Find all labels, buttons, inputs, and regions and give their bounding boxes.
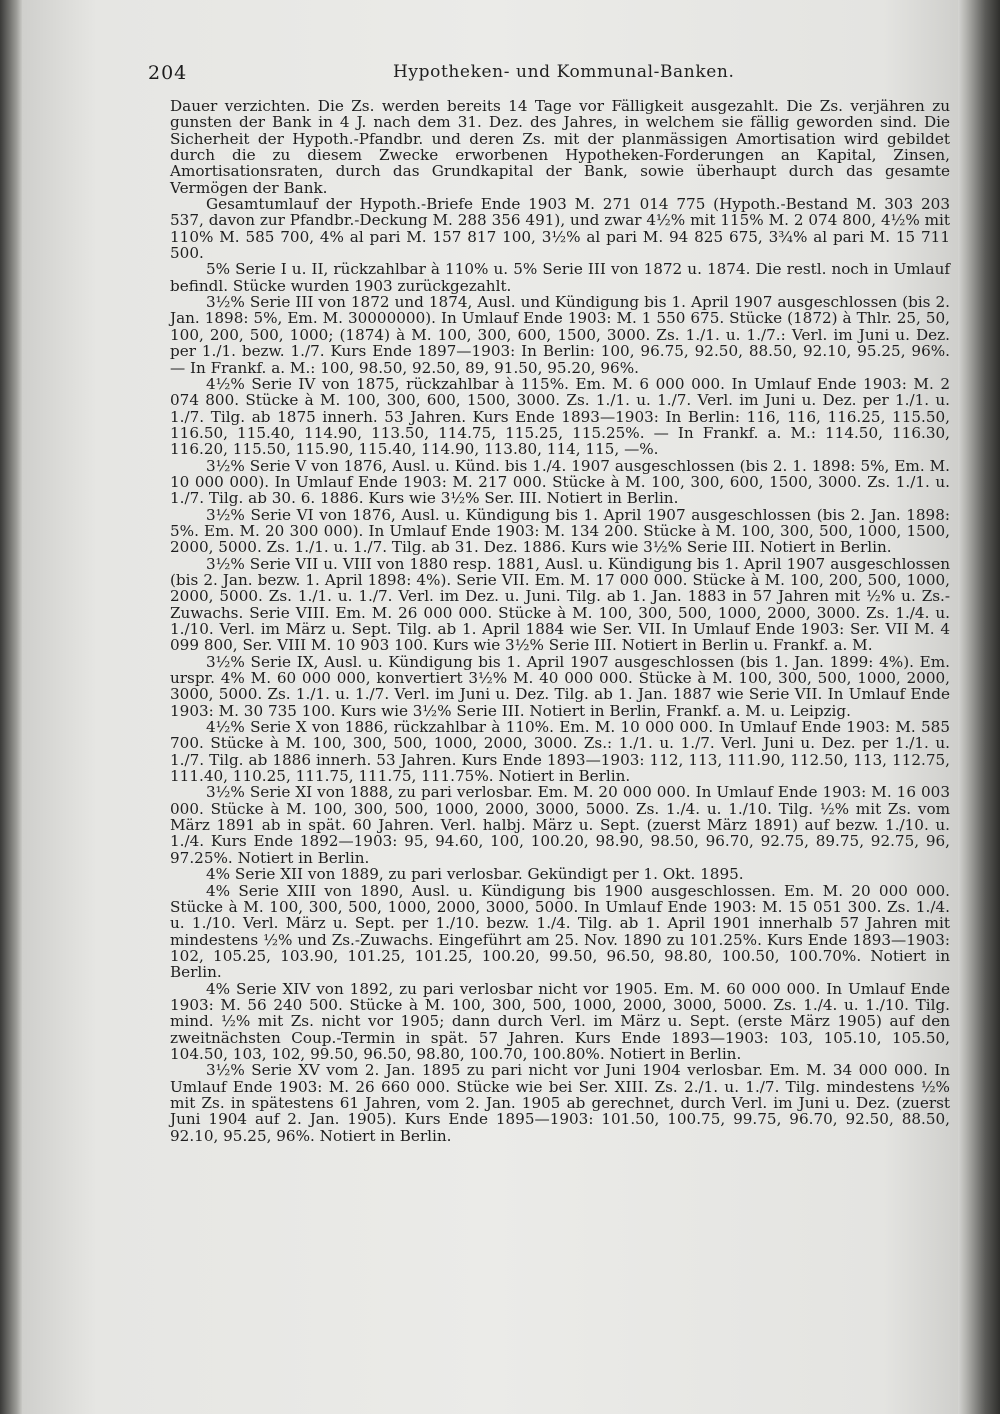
paragraph-12: 4% Serie XIII von 1890, Ausl. u. Kündigung bis 1900 ausgeschlossen. Em. M. 20 000 000. Stücke à M. 100, 300, 500, 1000, 2000, 3000, 5000. In Umlauf Ende 1903: M. 15 051 300. Zs. 1./4. u. 1./10. Verl. März u. Sept. per 1./10. bezw. 1./4. Tilg. ab 1. April 1901 innerhalb 57 Jahren mit mindestens ½% und Zs.-Zuwachs. Eingeführt am 25. Nov. 1890 zu 101.25%. Kurs Ende 1893—1903: 102, 105.25, 103.90, 101.25, 101.25, 100.20, 99.50, 96.50, 98.80, 100.50, 100.70%. Notiert in Berlin. — [170, 881, 950, 982]
paragraph-4: 4½% Serie IV von 1875, rückzahlbar à 115%. Em. M. 6 000 000. In Umlauf Ende 1903: M. 2 074 800. Stücke à M. 100, 300, 600, 1500, 3000. Zs. 1./1. u. 1./7. Verl. im Juni u. Dez. per 1./1. u. 1./7. Tilg. ab 1875 innerh. 53 Jahren. Kurs Ende 1893—1903: In Berlin: 116, 116, 116.25, 115.50, 116.50, 115.40, 114.90, 113.50, 114.75, 115.25, 115.25%. — In Frankf. a. M.: 114.50, 116.30, 116.20, 115.50, 115.90, 115.40, 114.90, 113.80, 114, 115, —%. — [170, 374, 950, 459]
paragraph-5: 3½% Serie V von 1876, Ausl. u. Künd. bis 1./4. 1907 ausgeschlossen (bis 2. 1. 1898: 5%, Em. M. 10 000 000). In Umlauf Ende 1903: M. 217 000. Stücke à M. 100, 300, 600, 1500, 3000. Zs. 1./1. u. 1./7. Tilg. ab 30. 6. 1886. Kurs wie 3½% Ser. III. Notiert in Berlin. — [170, 456, 950, 508]
paragraph-13: 4% Serie XIV von 1892, zu pari verlosbar nicht vor 1905. Em. M. 60 000 000. In Umlauf Ende 1903: M. 56 240 500. Stücke à M. 100, 300, 500, 1000, 2000, 3000, 5000. Zs. 1./4. u. 1./10. Tilg. mind. ½% mit Zs. nicht vor 1905; dann durch Verl. im März u. Sept. (erste März 1905) auf den zweitnächsten Coup.-Termin in spät. 57 Jahren. Kurs Ende 1893—1903: 103, 105.10, 105.50, 104.50, 103, 102, 99.50, 96.50, 98.80, 100.70, 100.80%. Notiert in Berlin. — [170, 979, 950, 1063]
paragraph-3: 3½% Serie III von 1872 und 1874, Ausl. und Kündigung bis 1. April 1907 ausgeschlossen (bis 2. Jan. 1898: 5%, Em. M. 30000000). In Umlauf Ende 1903: M. 1 550 675. Stücke (1872) à Thlr. 25, 50, 100, 200, 500, 1000; (1874) à M. 100, 300, 600, 1500, 3000. Zs. 1./1. u. 1./7.: Verl. im Juni u. Dez. per 1./1. bezw. 1./7. Kurs Ende 1897—1903: In Berlin: 100, 96.75, 92.50, 88.50, 92.10, 95.25, 96%. — In Frankf. a. M.: 100, 98.50, 92.50, 89, 91.50, 95.20, 96%. — [170, 293, 950, 377]
page-header — [148, 62, 932, 90]
paragraph-8: 3½% Serie IX, Ausl. u. Kündigung bis 1. April 1907 ausgeschlossen (bis 1. Jan. 1899: 4%). Em. urspr. 4% M. 60 000 000, konvertiert 3½% M. 40 000 000. Stücke à M. 100, 300, 500, 1000, 2000, 3000, 5000. Zs. 1./1. u. 1./7. Verl. im Juni u. Dez. Tilg. ab 1. Jan. 1887 wie Serie VII. In Umlauf Ende 1903: M. 30 735 100. Kurs wie 3½% Serie III. Notiert in Berlin, Frankf. a. M. u. Leipzig. — [170, 652, 950, 720]
paragraph-14: 3½% Serie XV vom 2. Jan. 1895 zu pari nicht vor Juni 1904 verlosbar. Em. M. 34 000 000. In Umlauf Ende 1903: M. 26 660 000. Stücke wie bei Ser. XIII. Zs. 2./1. u. 1./7. Tilg. mindestens ½% mit Zs. in spätestens 61 Jahren, vom 2. Jan. 1905 ab gerechnet, durch Verl. im Juni u. Dez. (zuerst Juni 1904 auf 2. Jan. 1905). Kurs Ende 1895—1903: 101.50, 100.75, 99.75, 96.70, 92.50, 88.50, 92.10, 95.25, 96%. Notiert in Berlin. — [170, 1061, 950, 1145]
running-head: Hypotheken- und Kommunal-Banken. — [393, 62, 735, 82]
paragraph-10: 3½% Serie XI von 1888, zu pari verlosbar. Em. M. 20 000 000. In Umlauf Ende 1903: M. 16 003 000. Stücke à M. 100, 300, 500, 1000, 2000, 3000, 5000. Zs. 1./4. u. 1./10. Tilg. ½% mit Zs. vom März 1891 ab in spät. 60 Jahren. Verl. halbj. März u. Sept. (zuerst März 1891) auf bezw. 1./10. u. 1./4. Kurs Ende 1892—1903: 95, 94.60, 100, 100.20, 98.90, 98.50, 96.70, 92.75, 89.75, 92.75, 96, 97.25%. Notiert in Berlin. — [170, 783, 950, 867]
paragraph-7: 3½% Serie VII u. VIII von 1880 resp. 1881, Ausl. u. Kündigung bis 1. April 1907 ausgeschlossen (bis 2. Jan. bezw. 1. April 1898: 4%). Serie VII. Em. M. 17 000 000. Stücke à M. 100, 200, 500, 1000, 2000, 5000. Zs. 1./1. u. 1./7. Verl. im Dez. u. Juni. Tilg. ab 1. Jan. 1883 in 57 Jahren mit ½% u. Zs.-Zuwachs. Serie VIII. Em. M. 26 000 000. Stücke à M. 100, 300, 500, 1000, 2000, 3000. Zs. 1./4. u. 1./10. Verl. im März u. Sept. Tilg. ab 1. April 1884 wie Ser. VII. In Umlauf Ende 1903: Ser. VII M. 4 099 800, Ser. VIII M. 10 903 100. Kurs wie 3½% Serie III. Notiert in Berlin u. Frankf. a. M. — [170, 554, 950, 655]
body-text — [170, 98, 950, 1144]
paragraph-9: 4½% Serie X von 1886, rückzahlbar à 110%. Em. M. 10 000 000. In Umlauf Ende 1903: M. 585 700. Stücke à M. 100, 300, 500, 1000, 2000, 3000. Zs.: 1./1. u. 1./7. Verl. Juni u. Dez. per 1./1. u. 1./7. Tilg. ab 1886 innerh. 53 Jahren. Kurs Ende 1893—1903: 112, 113, 111.90, 112.50, 113, 112.75, 111.40, 110.25, 111.75, 111.75, 111.75%. Notiert in Berlin. — [170, 718, 950, 786]
scan-shadow-left — [0, 0, 22, 1414]
paragraph-0: Dauer verzichten. Die Zs. werden bereits 14 Tage vor Fälligkeit ausgezahlt. Die Zs. verjähren zu gunsten der Bank in 4 J. nach dem 31. Dez. des Jahres, in welchem sie fällig geworden sind. Die Sicherheit der Hypoth.-Pfandbr. und deren Zs. mit der planmässigen Amortisation wird gebildet durch die zu diesem Zwecke erworbenen Hypotheken-Forderungen an Kapital, Zinsen, Amortisationsraten, durch das Grundkapital der Bank, sowie überhaupt durch das gesamte Vermögen der Bank. — [170, 97, 950, 197]
paragraph-1: Gesamtumlauf der Hypoth.-Briefe Ende 1903 M. 271 014 775 (Hypoth.-Bestand M. 303 203 537, davon zur Pfandbr.-Deckung M. 288 356 491), und zwar 4½% mit 115% M. 2 074 800, 4½% mit 110% M. 585 700, 4% al pari M. 157 817 100, 3½% al pari M. 94 825 675, 3¾% al pari M. 15 711 500. — [170, 195, 950, 263]
paragraph-6: 3½% Serie VI von 1876, Ausl. u. Kündigung bis 1. April 1907 ausgeschlossen (bis 2. Jan. 1898: 5%. Em. M. 20 300 000). In Umlauf Ende 1903: M. 134 200. Stücke à M. 100, 300, 500, 1000, 1500, 2000, 5000. Zs. 1./1. u. 1./7. Tilg. ab 31. Dez. 1886. Kurs wie 3½% Serie III. Notiert in Berlin. — [170, 505, 950, 557]
paragraph-2: 5% Serie I u. II, rückzahlbar à 110% u. 5% Serie III von 1872 u. 1874. Die restl. noch in Umlauf befindl. Stücke wurden 1903 zurückgezahlt. — [170, 260, 950, 295]
page-number: 204 — [148, 62, 188, 84]
paragraph-11: 4% Serie XII von 1889, zu pari verlosbar. Gekündigt per 1. Okt. 1895. — [206, 865, 744, 884]
scan-shadow-right — [958, 0, 1000, 1414]
